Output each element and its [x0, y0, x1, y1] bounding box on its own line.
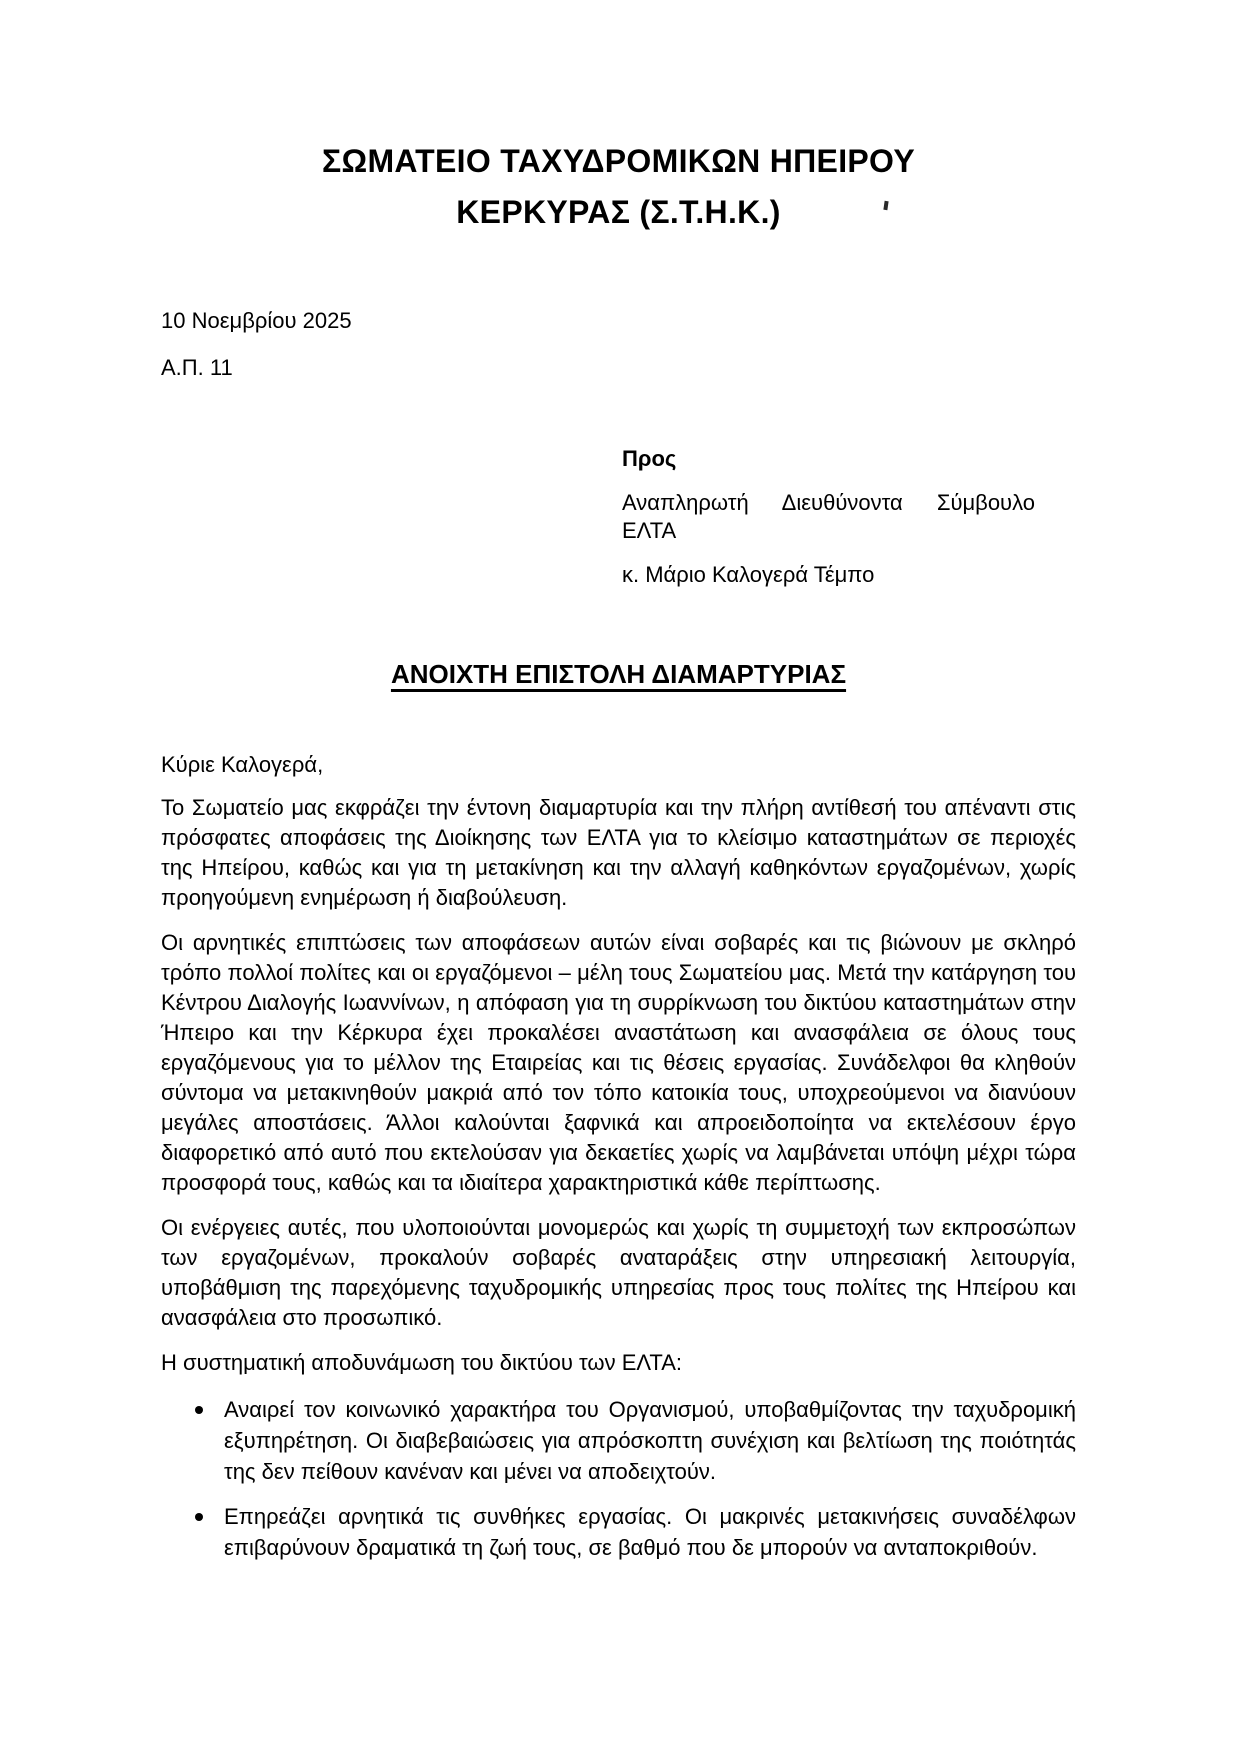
org-title-line-1: ΣΩΜΑΤΕΙΟ ΤΑΧΥΔΡΟΜΙΚΩΝ ΗΠΕΙΡΟΥ — [322, 143, 915, 179]
salutation: Κύριε Καλογερά, — [161, 752, 324, 777]
paragraph-1: Το Σωματείο μας εκφράζει την έντονη διαμαρτυρία και την πλήρη αντίθεσή του απέναντι στις πρόσφατες αποφάσεις της Διοίκησης των ΕΛΤΑ για το κλείσιμο καταστημάτων σε περιοχές της Ηπείρου, καθώς και για τη μετακίνηση και την αλλαγή καθηκόντων εργαζομένων, χωρίς προηγούμενη ενημέρωση ή διαβούλευση. — [161, 795, 1076, 910]
paragraph-3: Οι ενέργειες αυτές, που υλοποιούνται μονομερώς και χωρίς τη συμμετοχή των εκπροσώπων των εργαζομένων, προκαλούν σοβαρές αναταράξεις στην υπηρεσιακή λειτουργία, υποβάθμιση της παρεχόμενης ταχυδρομικής υπηρεσίας προς τους πολίτες της Ηπείρου και ανασφάλεια στο προσωπικό. — [161, 1215, 1076, 1330]
recipient-person: κ. Μάριο Καλογερά Τέμπο — [622, 562, 875, 587]
bullet-text-2: Επηρεάζει αρνητικά τις συνθήκες εργασίας. Οι μακρινές μετακινήσεις συναδέλφων επιβαρύνουν δραματικά τη ζωή τους, σε βαθμό που δε μπορούν να ανταποκριθούν. — [224, 1504, 1076, 1560]
recipient-title-line-2: ΕΛΤΑ — [622, 518, 677, 543]
bullet-dot — [195, 1513, 203, 1521]
paragraph-4: Η συστηματική αποδυνάμωση του δικτύου των ΕΛΤΑ: — [161, 1350, 683, 1375]
org-title — [161, 136, 1076, 238]
letter-heading: ΑΝΟΙΧΤΗ ΕΠΙΣΤΟΛΗ ΔΙΑΜΑΡΤΥΡΙΑΣ — [390, 659, 847, 689]
paragraph-2: Οι αρνητικές επιπτώσεις των αποφάσεων αυτών είναι σοβαρές και τις βιώνουν με σκληρό τρόπο πολλοί πολίτες και οι εργαζόμενοι – μέλη τους Σωματείου μας. Μετά την κατάργηση του Κέντρου Διαλογής Ιωαννίνων, η απόφαση για τη συρρίκνωση του δικτύου καταστημάτων στην Ήπειρο και την Κέρκυρα έχει προκαλέσει αναστάτωση και ανασφάλεια σε όλους τους εργαζόμενους για το μέλλον της Εταιρείας και τις θέσεις εργασίας. Συνάδελφοι θα κληθούν σύντομα να μετακινηθούν μακριά από τον τόπο κατοικία τους, υποχρεούμενοι να διανύουν μεγάλες αποστάσεις. Άλλοι καλούνται ξαφνικά και απροειδοποίητα να εκτελέσουν έργο διαφορετικό από αυτό που εκτελούσαν για δεκαετίες χωρίς να λαμβάνεται υπόψη μέχρι τώρα προσφορά τους, καθώς και τα ιδιαίτερα χαρακτηριστικά κάθε περίπτωσης. — [161, 930, 1076, 1195]
list-item — [161, 1501, 1076, 1563]
bullet-text-1: Αναιρεί τον κοινωνικό χαρακτήρα του Οργανισμού, υποβαθμίζοντας την ταχυδρομική εξυπηρέτηση. Οι διαβεβαιώσεις για απρόσκοπτη συνέχιση και βελτίωση της ποιότητάς της δεν πείθουν κανέναν και μένει να αποδειχτούν. — [224, 1397, 1076, 1484]
recipient-title-line-1: Αναπληρωτή Διευθύνοντα Σύμβουλο — [622, 490, 1035, 515]
bullet-list — [161, 1394, 1076, 1563]
protocol-number: Α.Π. 11 — [161, 355, 233, 380]
recipient-block — [622, 444, 1035, 590]
letter-content — [0, 136, 1240, 1563]
bullet-dot — [195, 1406, 203, 1414]
letter-date: 10 Νοεμβρίου 2025 — [161, 308, 352, 333]
recipient-label: Προς — [622, 446, 677, 471]
org-title-line-2: ΚΕΡΚΥΡΑΣ (Σ.Τ.Η.Κ.) — [456, 194, 781, 230]
list-item — [161, 1394, 1076, 1487]
